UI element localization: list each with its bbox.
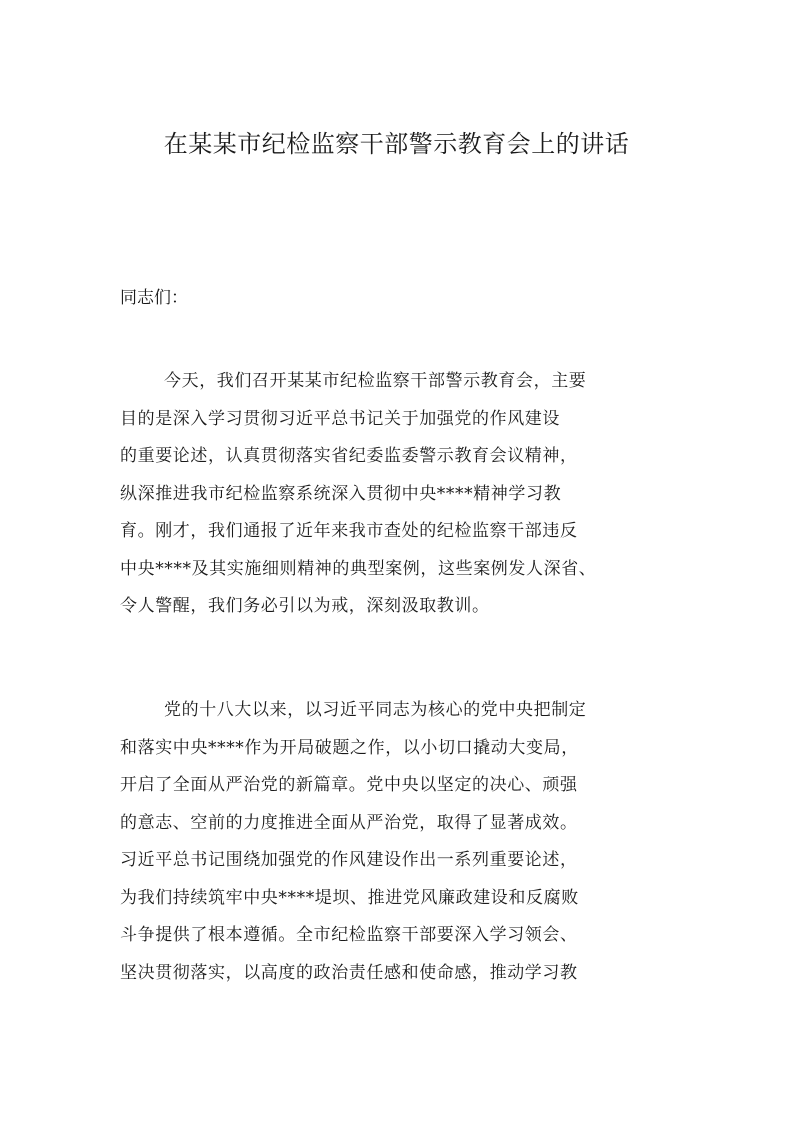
paragraph-line: 育。刚才，我们通报了近年来我市查处的纪检监察干部违反 <box>120 521 578 541</box>
paragraph-line: 目的是深入学习贯彻习近平总书记关于加强党的作风建设 <box>120 408 560 429</box>
paragraph-line: 的意志、空前的力度推进全面从严治党，取得了显著成效。 <box>120 812 578 833</box>
paragraph-line: 习近平总书记围绕加强党的作风建设作出一系列重要论述， <box>120 850 578 870</box>
paragraph-line: 坚决贯彻落实，以高度的政治责任感和使命感，推动学习教 <box>120 962 578 983</box>
paragraph-2 <box>120 692 720 992</box>
paragraph-line: 令人警醒，我们务必引以为戒，深刻汲取教训。 <box>120 596 490 616</box>
paragraph-line: 斗争提供了根本遵循。全市纪检监察干部要深入学习领会、 <box>120 925 578 945</box>
paragraph-line: 和落实中央****作为开局破题之作，以小切口撬动大变局， <box>120 737 579 758</box>
document-title: 在某某市纪检监察干部警示教育会上的讲话 <box>163 130 630 158</box>
paragraph-1 <box>120 363 720 626</box>
paragraph-line: 为我们持续筑牢中央****堤坝、推进党风廉政建设和反腐败 <box>120 887 579 908</box>
paragraph-line: 今天，我们召开某某市纪检监察干部警示教育会，主要 <box>164 371 587 391</box>
paragraph-line: 党的十八大以来，以习近平同志为核心的党中央把制定 <box>164 700 587 720</box>
paragraph-line: 中央****及其实施细则精神的典型案例，这些案例发人深省、 <box>120 558 597 579</box>
paragraph-line: 的重要论述，认真贯彻落实省纪委监委警示教育会议精神， <box>120 446 578 466</box>
salutation: 同志们： <box>120 288 188 308</box>
paragraph-line: 开启了全面从严治党的新篇章。党中央以坚定的决心、顽强 <box>120 775 578 795</box>
paragraph-line: 纵深推进我市纪检监察系统深入贯彻中央****精神学习教 <box>120 483 562 504</box>
